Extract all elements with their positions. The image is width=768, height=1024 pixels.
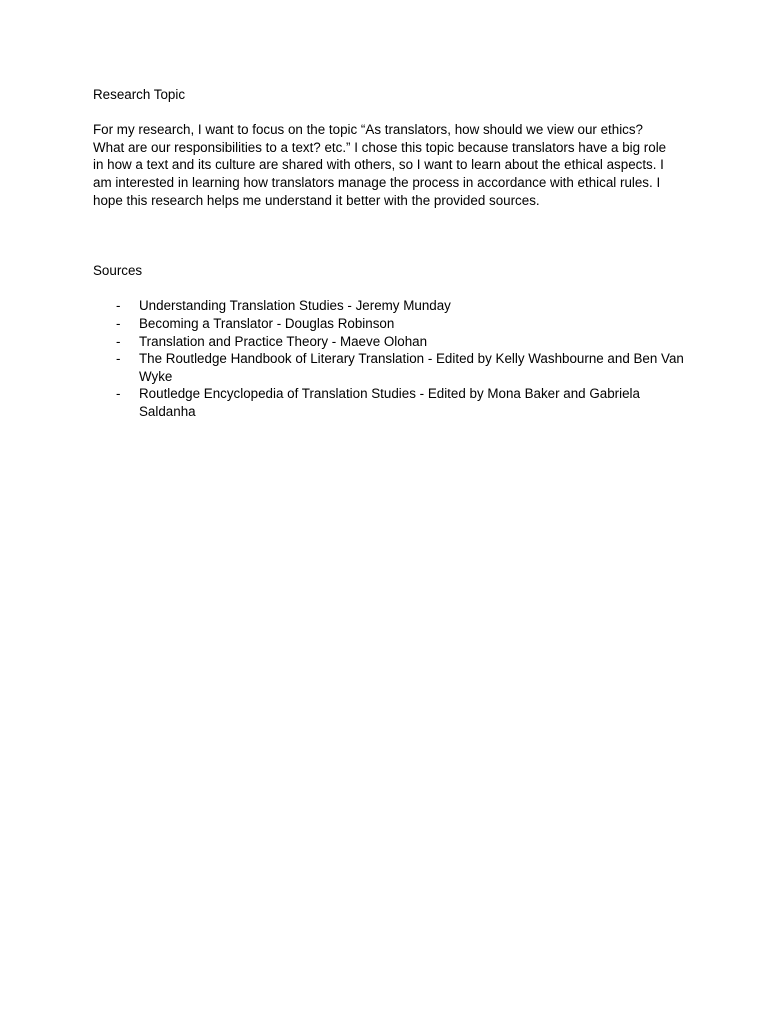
- research-topic-heading: Research Topic: [93, 87, 186, 102]
- list-bullet: -: [116, 351, 121, 367]
- source-text: The Routledge Handbook of Literary Translation - Edited by Kelly Washbourne and Ben Van Wyke: [139, 351, 684, 384]
- source-item: [93, 333, 685, 351]
- source-text: Routledge Encyclopedia of Translation Studies - Edited by Mona Baker and Gabriela Saldanha: [139, 386, 640, 419]
- source-item: [93, 385, 685, 420]
- source-text: Becoming a Translator - Douglas Robinson: [139, 315, 395, 331]
- source-item: [93, 350, 685, 385]
- source-item: [93, 315, 685, 333]
- sources-list: [93, 297, 683, 420]
- list-bullet: -: [116, 315, 121, 331]
- list-bullet: -: [116, 298, 121, 314]
- source-text: Translation and Practice Theory - Maeve Olohan: [139, 333, 428, 349]
- list-bullet: -: [116, 333, 121, 349]
- source-text: Understanding Translation Studies - Jeremy Munday: [139, 298, 451, 314]
- source-item: [93, 297, 685, 315]
- list-bullet: -: [116, 386, 121, 402]
- sources-heading: Sources: [93, 263, 143, 279]
- research-paragraph: For my research, I want to focus on the topic “As translators, how should we view our ethics? What are our responsibilities to a text? etc.” I chose this topic because translators have a big role in how a text and its culture are shared with others, so I want to learn about the ethical aspects. I am interested in learning how translators manage the process in accordance with ethical rules. I hope this research helps me understand it better with the provided sources.: [93, 122, 667, 208]
- document-body: [93, 86, 683, 421]
